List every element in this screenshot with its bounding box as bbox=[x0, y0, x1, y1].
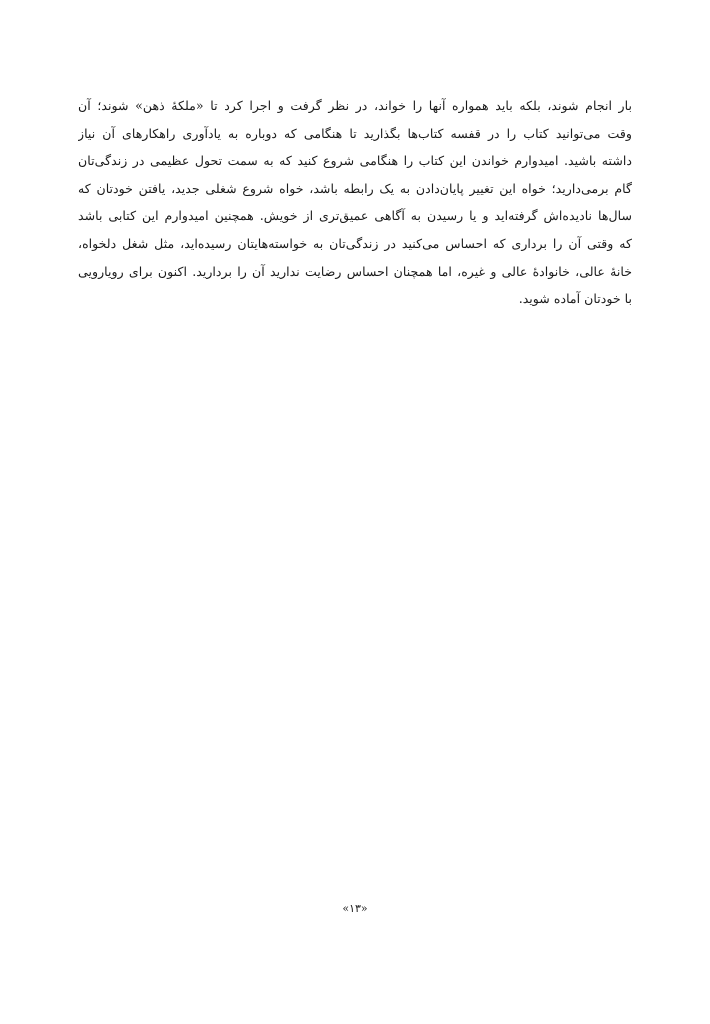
paragraph-line: که وقتی آن را برداری که احساس می‌کنید در زندگی‌تان به خواسته‌هایتان رسیده‌اید، مثل شغل دلخواه، bbox=[78, 235, 632, 251]
page-number: «۱۳» bbox=[342, 902, 368, 915]
paragraph-line: گام برمی‌دارید؛ خواه این تغییر پایان‌دادن به یک رابطه باشد، خواه شروع شغلی جدید، یافتن خودتان که bbox=[78, 180, 632, 196]
body-paragraph bbox=[78, 92, 632, 313]
paragraph-line: داشته باشید. امیدوارم خواندن این کتاب را هنگامی شروع کنید که به سمت تحول عظیمی در زندگی‌تان bbox=[78, 153, 632, 169]
paragraph-line: وقت می‌توانید کتاب را در قفسه کتاب‌ها بگذارید تا هنگامی که دوباره به یادآوری راهکارهای آن نیاز bbox=[78, 125, 632, 141]
paragraph-line: سال‌ها نادیده‌اش گرفته‌اید و یا رسیدن به آگاهی عمیق‌تری از خویش. همچنین امیدوارم این کتابی باشد bbox=[78, 208, 632, 224]
paragraph-line: خانهٔ عالی، خانوادهٔ عالی و غیره، اما همچنان احساس رضایت ندارید آن را بردارید. اکنون برای رویارویی bbox=[78, 263, 632, 279]
paragraph-line: با خودتان آماده شوید. bbox=[518, 291, 632, 307]
paragraph-line: بار انجام شوند، بلکه باید همواره آنها را خواند، در نظر گرفت و اجرا کرد تا «ملکهٔ ذهن» شوند؛ آن bbox=[78, 98, 632, 113]
